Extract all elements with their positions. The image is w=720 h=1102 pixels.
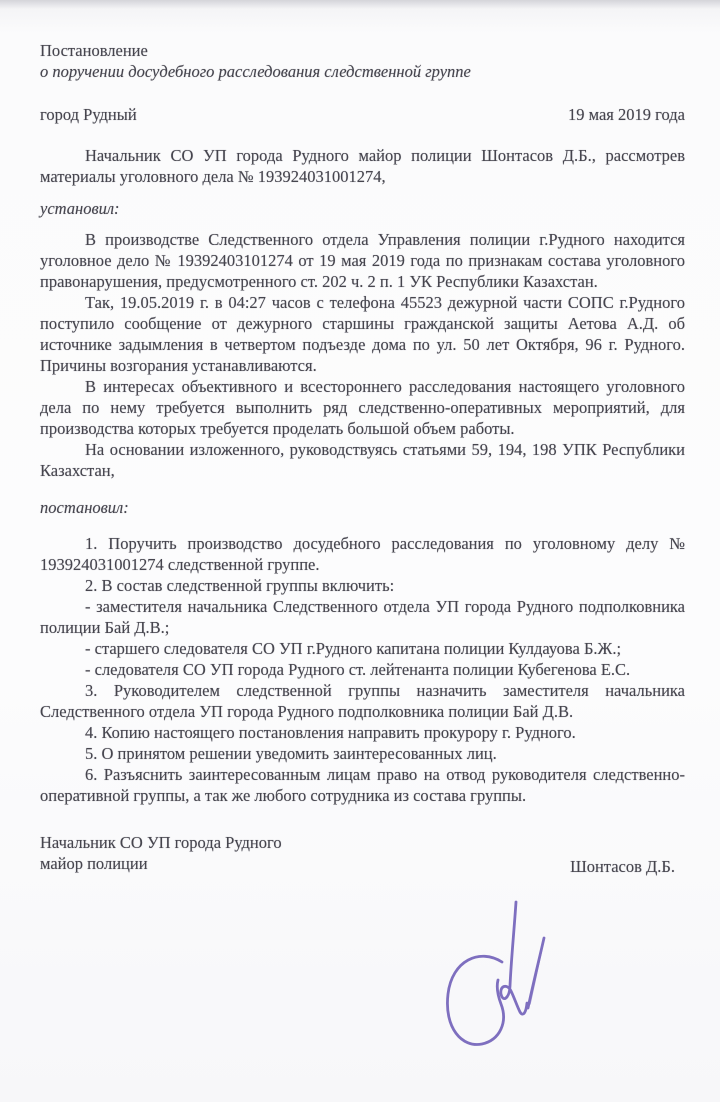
scan-artifact-band <box>0 0 720 9</box>
paragraph: Так, 19.05.2019 г. в 04:27 часов с телефона 45523 дежурной части СОПС г.Рудного поступило сообщение от дежурного старшины гражданской защиты Аетова А.Д. об источнике задымления в четвертом подъезде дома по ул. 50 лет Октября, 96 г. Рудного. Причины возгорания устанавливаются. <box>40 293 685 375</box>
document-content <box>40 40 685 874</box>
signoff-position-line2: майор полиции <box>40 854 148 873</box>
intro-paragraph: Начальник СО УП города Рудного майор полиции Шонтасов Д.Б., рассмотрев материалы уголовного дела № 193924031001274, <box>40 146 685 186</box>
document-subtitle: о поручении досудебного расследования следственной группе <box>40 62 471 81</box>
handwritten-signature-icon <box>440 898 580 1058</box>
signee-name: Шонтасов Д.Б. <box>570 857 675 876</box>
paragraph: В интересах объективного и всестороннего расследования настоящего уголовного дела по нему требуется выполнить ряд следственно-оперативных мероприятий, для производства которых требуется проделать большой объем работы. <box>40 377 685 438</box>
resolution-item: 5. О принятом решении уведомить заинтересованных лиц. <box>85 744 497 763</box>
resolution-item: 6. Разъяснить заинтересованным лицам право на отвод руководителя следственно-оперативной группы, а так же любого сотрудника из состава группы. <box>40 765 685 805</box>
paragraph: На основании изложенного, руководствуясь статьями 59, 194, 198 УПК Республики Казахстан, <box>40 440 685 480</box>
resolution-item: - заместителя начальника Следственного отдела УП города Рудного подполковника полиции Бай Д.В.; <box>40 597 685 637</box>
postanovil-section <box>40 533 685 806</box>
date-label: 19 мая 2019 года <box>568 105 685 124</box>
resolution-item: 3. Руководителем следственной группы назначить заместителя начальника Следственного отдела УП города Рудного подполковника полиции Бай Д.В. <box>40 681 685 721</box>
section-label-ustanovil: установил: <box>40 199 120 218</box>
document-title: Постановление <box>40 41 148 60</box>
signoff-block <box>40 832 685 874</box>
dateline <box>40 104 685 125</box>
section-label-postanovil: постановил: <box>40 498 129 517</box>
resolution-item: 1. Поручить производство досудебного расследования по уголовному делу № 193924031001274 следственной группе. <box>40 534 685 574</box>
paragraph: В производстве Следственного отдела Управления полиции г.Рудного находится уголовное дело № 19392403101274 от 19 мая 2019 года по признакам состава уголовного правонарушения, предусмотренного ст. 202 ч. 2 п. 1 УК Республики Казахстан. <box>40 230 685 291</box>
signoff-position-line1: Начальник СО УП города Рудного <box>40 833 282 852</box>
resolution-item: 2. В состав следственной группы включить: <box>85 576 395 595</box>
resolution-item: 4. Копию настоящего постановления направить прокурору г. Рудного. <box>85 723 576 742</box>
city-label: город Рудный <box>40 105 137 124</box>
resolution-item: - старшего следователя СО УП г.Рудного капитана полиции Кулдауова Б.Ж.; <box>85 639 622 658</box>
resolution-item: - следователя СО УП города Рудного ст. лейтенанта полиции Кубегенова Е.С. <box>85 660 631 679</box>
ustanovil-section <box>40 229 685 481</box>
